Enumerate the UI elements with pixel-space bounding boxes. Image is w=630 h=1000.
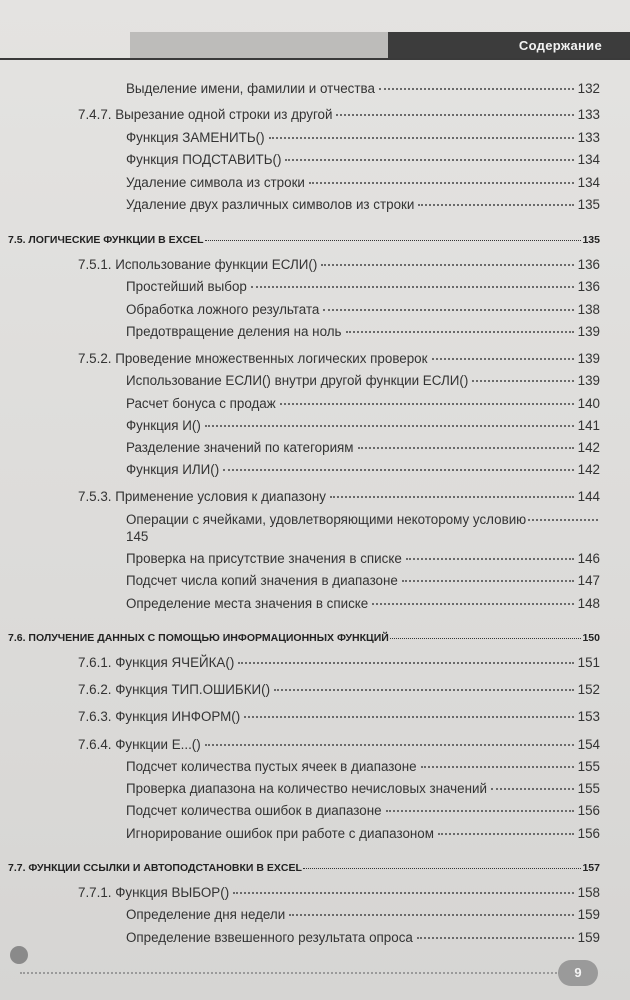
dot-leader bbox=[336, 114, 573, 116]
toc-page-number: 153 bbox=[577, 709, 600, 724]
toc-page-number: 135 bbox=[577, 197, 600, 212]
toc-page-number: 139 bbox=[577, 351, 600, 366]
footer-dotted-line bbox=[20, 972, 560, 974]
dot-leader bbox=[205, 744, 574, 746]
dot-leader bbox=[386, 810, 574, 812]
toc-page-number: 141 bbox=[577, 418, 600, 433]
toc-entry: Функция ИЛИ() 142 bbox=[126, 462, 600, 477]
toc-page-number: 133 bbox=[577, 107, 600, 122]
dot-leader bbox=[285, 159, 573, 161]
toc-page-number: 142 bbox=[577, 462, 600, 477]
toc-entry: 7.5.2. Проведение множественных логических проверок 139 bbox=[78, 351, 600, 366]
dot-leader bbox=[205, 240, 582, 241]
toc-entry: Простейший выбор 136 bbox=[126, 279, 600, 294]
dot-leader bbox=[223, 469, 573, 471]
dot-leader bbox=[372, 603, 573, 605]
toc-entry: Обработка ложного результата 138 bbox=[126, 302, 600, 317]
toc-page-number: 139 bbox=[577, 324, 600, 339]
toc-page-number: 150 bbox=[582, 632, 600, 644]
running-header-title: Содержание bbox=[518, 38, 602, 53]
toc-page-number: 136 bbox=[577, 279, 600, 294]
toc-entry: Удаление двух различных символов из строки 135 bbox=[126, 197, 600, 212]
dot-leader bbox=[418, 204, 573, 206]
toc-entry: Расчет бонуса с продаж 140 bbox=[126, 396, 600, 411]
dot-leader bbox=[379, 88, 574, 90]
toc-page-number: 134 bbox=[577, 175, 600, 190]
dot-leader bbox=[233, 892, 573, 894]
page-number-badge: 9 bbox=[558, 960, 598, 986]
dot-leader bbox=[358, 447, 574, 449]
toc-entry: Выделение имени, фамилии и отчества 132 bbox=[126, 81, 600, 96]
toc-page-number: 135 bbox=[582, 234, 600, 246]
dot-leader bbox=[280, 403, 574, 405]
toc-entry: Проверка диапазона на количество нечисловых значений 155 bbox=[126, 781, 600, 796]
toc-entry: Определение места значения в списке 148 bbox=[126, 596, 600, 611]
toc-page-number: 134 bbox=[577, 152, 600, 167]
toc-page-number: 148 bbox=[577, 596, 600, 611]
toc-page-number: 158 bbox=[577, 885, 600, 900]
toc-entry: Определение дня недели 159 bbox=[126, 907, 600, 922]
toc-entry: Разделение значений по категориям 142 bbox=[126, 440, 600, 455]
toc-page-number: 145 bbox=[126, 529, 149, 544]
dot-leader bbox=[289, 914, 573, 916]
toc-entry: 7.4.7. Вырезание одной строки из другой 133 bbox=[78, 107, 600, 122]
header-rule bbox=[0, 58, 630, 60]
toc-page-number: 157 bbox=[582, 862, 600, 874]
toc-page-number: 159 bbox=[577, 930, 600, 945]
dot-leader bbox=[205, 425, 574, 427]
toc-page-number: 144 bbox=[577, 489, 600, 504]
toc-page-number: 156 bbox=[577, 803, 600, 818]
toc-entry: 7.5.1. Использование функции ЕСЛИ() 136 bbox=[78, 257, 600, 272]
toc-entry: Функция И() 141 bbox=[126, 418, 600, 433]
toc-page-number: 142 bbox=[577, 440, 600, 455]
toc-page-number: 159 bbox=[577, 907, 600, 922]
toc-page-number: 155 bbox=[577, 759, 600, 774]
toc-page-number: 146 bbox=[577, 551, 600, 566]
toc-page-number: 152 bbox=[577, 682, 600, 697]
dot-leader bbox=[251, 286, 574, 288]
dot-leader bbox=[244, 716, 573, 718]
toc-page-number: 132 bbox=[577, 81, 600, 96]
toc-entry: Использование ЕСЛИ() внутри другой функции ЕСЛИ() 139 bbox=[126, 373, 600, 388]
toc-page-number: 139 bbox=[577, 373, 600, 388]
dot-leader bbox=[238, 662, 573, 664]
dot-leader bbox=[421, 766, 574, 768]
toc-entry: 7.7.1. Функция ВЫБОР() 158 bbox=[78, 885, 600, 900]
toc-entry: 7.5.3. Применение условия к диапазону 144 bbox=[78, 489, 600, 504]
toc-entry: Удаление символа из строки 134 bbox=[126, 175, 600, 190]
running-header bbox=[388, 32, 630, 58]
toc-page-number: 133 bbox=[577, 130, 600, 145]
dot-leader bbox=[303, 868, 582, 869]
dot-leader bbox=[432, 358, 574, 360]
toc-page-number: 136 bbox=[577, 257, 600, 272]
toc-page-number: 138 bbox=[577, 302, 600, 317]
toc-entry: 7.6.3. Функция ИНФОРМ() 153 bbox=[78, 709, 600, 724]
toc-entry: Проверка на присутствие значения в списке 146 bbox=[126, 551, 600, 566]
dot-leader bbox=[472, 380, 573, 382]
toc-entry: Функция ПОДСТАВИТЬ() 134 bbox=[126, 152, 600, 167]
dot-leader bbox=[417, 937, 574, 939]
dot-leader bbox=[269, 137, 574, 139]
toc-page-number: 156 bbox=[577, 826, 600, 841]
dot-leader bbox=[309, 182, 574, 184]
dot-leader bbox=[330, 496, 574, 498]
toc-entry: Подсчет количества ошибок в диапазоне 156 bbox=[126, 803, 600, 818]
toc-entry: Операции с ячейками, удовлетворяющими некоторому условию 145 bbox=[126, 511, 600, 545]
toc-entry: 7.6.1. Функция ЯЧЕЙКА() 151 bbox=[78, 655, 600, 670]
dot-leader bbox=[406, 558, 574, 560]
toc-section-heading: 7.7. ФУНКЦИИ ССЫЛКИ И АВТОПОДСТАНОВКИ В EXCEL 157 bbox=[8, 860, 600, 877]
dot-leader bbox=[390, 638, 582, 639]
toc-entry: Функция ЗАМЕНИТЬ() 133 bbox=[126, 130, 600, 145]
toc-page-number: 151 bbox=[577, 655, 600, 670]
toc-page-number: 154 bbox=[577, 737, 600, 752]
toc-section-heading: 7.5. ЛОГИЧЕСКИЕ ФУНКЦИИ В EXCEL 135 bbox=[8, 232, 600, 249]
toc-entry: Предотвращение деления на ноль 139 bbox=[126, 324, 600, 339]
dot-leader bbox=[346, 331, 574, 333]
toc-entry: Определение взвешенного результата опроса 159 bbox=[126, 930, 600, 945]
dot-leader bbox=[491, 788, 574, 790]
dot-leader bbox=[321, 264, 573, 266]
toc-page-number: 147 bbox=[577, 573, 600, 588]
toc-entry: Подсчет количества пустых ячеек в диапазоне 155 bbox=[126, 759, 600, 774]
toc-entry: Подсчет числа копий значения в диапазоне 147 bbox=[126, 573, 600, 588]
toc-entry: 7.6.2. Функция ТИП.ОШИБКИ() 152 bbox=[78, 682, 600, 697]
header-decoration bbox=[130, 32, 388, 58]
dot-leader bbox=[438, 833, 574, 835]
dot-leader bbox=[274, 689, 574, 691]
dot-leader bbox=[323, 309, 573, 311]
toc-section-heading: 7.6. ПОЛУЧЕНИЕ ДАННЫХ С ПОМОЩЬЮ ИНФОРМАЦИОННЫХ ФУНКЦИЙ 150 bbox=[8, 630, 600, 647]
dot-leader bbox=[402, 580, 574, 582]
dot-leader bbox=[528, 519, 598, 521]
footer-bullet bbox=[10, 946, 28, 964]
toc-page-number: 155 bbox=[577, 781, 600, 796]
toc-entry: Игнорирование ошибок при работе с диапазоном 156 bbox=[126, 826, 600, 841]
toc-page-number: 140 bbox=[577, 396, 600, 411]
toc-entry: 7.6.4. Функции Е...() 154 bbox=[78, 737, 600, 752]
